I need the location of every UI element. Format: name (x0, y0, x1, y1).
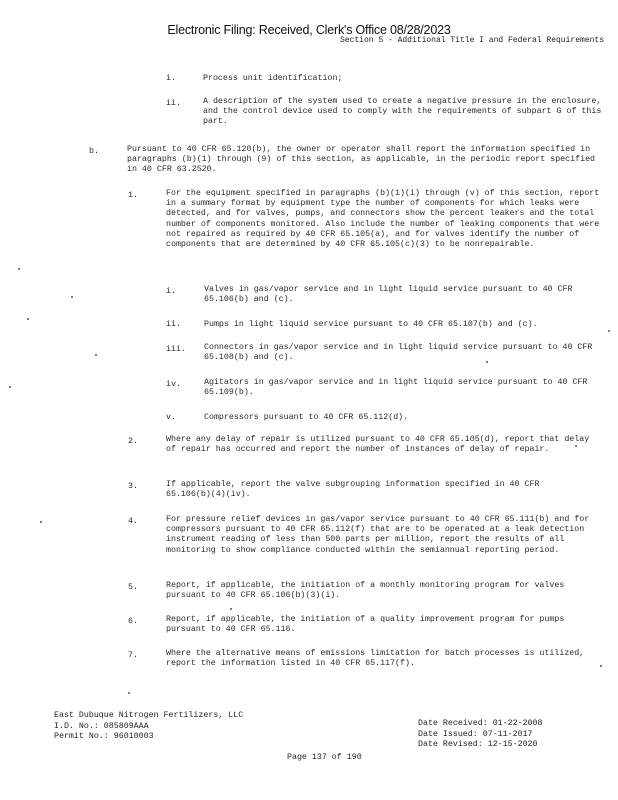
list-item-text: Pumps in light liquid service pursuant to 40 CFR 65.107(b) and (c). (204, 320, 538, 329)
received-label: Date Received: (418, 719, 488, 728)
list-marker: 4. (128, 517, 138, 526)
scan-speck (18, 268, 20, 270)
footer-left (54, 711, 243, 743)
list-marker: ii. (166, 320, 181, 329)
list-item-text: Valves in gas/vapor service and in light liquid service pursuant to 40 CFR 65.106(b) and (c). (204, 285, 573, 305)
list-item-text: A description of the system used to create a negative pressure in the enclosure, and the control device used to comply with the requirements of subpart G of this part. (203, 97, 602, 127)
revised-value: 12-15-2020 (487, 740, 538, 749)
list-item-text: Report, if applicable, the initiation of a quality improvement program for pumps pursuant to 40 CFR 65.116. (166, 615, 565, 635)
revised-label: Date Revised: (418, 740, 483, 749)
list-marker: iii. (166, 345, 186, 354)
list-marker: v. (166, 413, 176, 422)
list-item-text: If applicable, report the valve subgrouping information specified in 40 CFR 65.106(b)(4)(iv). (166, 480, 540, 500)
company-name: East Dubuque Nitrogen Fertilizers, LLC (54, 711, 244, 720)
list-marker: i. (166, 74, 176, 83)
date-received (418, 719, 543, 730)
scan-speck (95, 354, 97, 356)
list-marker: b. (89, 147, 99, 156)
list-marker: 1. (128, 191, 138, 200)
paragraph-b-text: Pursuant to 40 CFR 65.120(b), the owner or operator shall report the information specified in paragraphs (b)(1) through (9) of this section, as applicable, in the periodic report specified in 40 CFR 63.2520. (127, 145, 596, 175)
section-header: Section 5 - Additional Title I and Federal Requirements (339, 36, 604, 45)
list-item-text: Where the alternative means of emissions limitation for batch processes is utilized, report the information listed in 40 CFR 65.117(f). (166, 649, 585, 669)
list-marker: ii. (166, 99, 181, 108)
id-value: 085809AAA (103, 721, 149, 731)
list-item-text: For the equipment specified in paragraphs (b)(1)(i) through (v) of this section, report in a summary format by equipment type the number of components for which leaks were detected, and for valves, pumps, and connectors show the percent leakers and the total number of components monitored. Also include the number of leaking components that were not repaired as required by 40 CFR 65.105(a), and for valves identify the number of components that are determined by 40 CFR 65.105(c)(3) to be nonrepairable. (166, 189, 600, 250)
scan-speck (486, 361, 488, 363)
list-item-text: Compressors pursuant to 40 CFR 65.112(d). (204, 413, 409, 422)
list-marker: 2. (128, 437, 138, 446)
permit-value: 96010003 (113, 732, 154, 741)
filing-banner: Electronic Filing: Received, Clerk's Office 08/28/2023 (167, 23, 451, 37)
date-revised (418, 740, 543, 751)
list-item-text: Connectors in gas/vapor service and in light liquid service pursuant to 40 CFR 65.108(b) and (c). (204, 343, 593, 363)
page-number: Page 137 of 190 (287, 753, 362, 762)
list-marker: iv. (166, 380, 181, 389)
scan-speck (71, 296, 73, 298)
list-marker: 5. (128, 583, 138, 592)
permit-number (54, 732, 243, 743)
list-marker: 3. (128, 482, 138, 491)
scan-speck (230, 608, 232, 610)
id-label: I.D. No.: (54, 721, 99, 731)
scan-speck (9, 386, 11, 388)
scan-speck (128, 692, 130, 694)
scan-speck (600, 665, 602, 667)
permit-label: Permit No.: (54, 732, 109, 741)
received-value: 01-22-2008 (492, 719, 543, 728)
list-item-text: Process unit identification; (203, 74, 343, 83)
scan-speck (575, 445, 577, 447)
list-item-text: Report, if applicable, the initiation of a monthly monitoring program for valves pursuant to 40 CFR 65.106(b)(3)(i). (166, 581, 565, 601)
id-number (54, 722, 243, 733)
issued-value: 07-11-2017 (482, 729, 533, 739)
footer-right (418, 719, 543, 751)
issued-label: Date Issued: (418, 729, 478, 739)
list-marker: 6. (128, 617, 138, 626)
list-item-text: For pressure relief devices in gas/vapor service pursuant to 40 CFR 65.111(b) and for compressors pursuant to 40 CFR 65.112(f) that are to be operated at a leak detection instrument reading of less than 500 parts per million, report the results of all monitoring to show compliance conducted within the semiannual reporting period. (166, 515, 590, 555)
list-marker: i. (166, 287, 176, 296)
list-item-text: Where any delay of repair is utilized pursuant to 40 CFR 65.105(d), report that delay of repair has occurred and report the number of instances of delay of repair. (166, 435, 590, 455)
scan-speck (608, 330, 610, 332)
date-issued (418, 730, 543, 741)
scan-speck (40, 521, 42, 523)
list-marker: 7. (128, 651, 138, 660)
list-item-text: Agitators in gas/vapor service and in light liquid service pursuant to 40 CFR 65.109(b). (204, 378, 588, 398)
scan-speck (27, 318, 29, 320)
